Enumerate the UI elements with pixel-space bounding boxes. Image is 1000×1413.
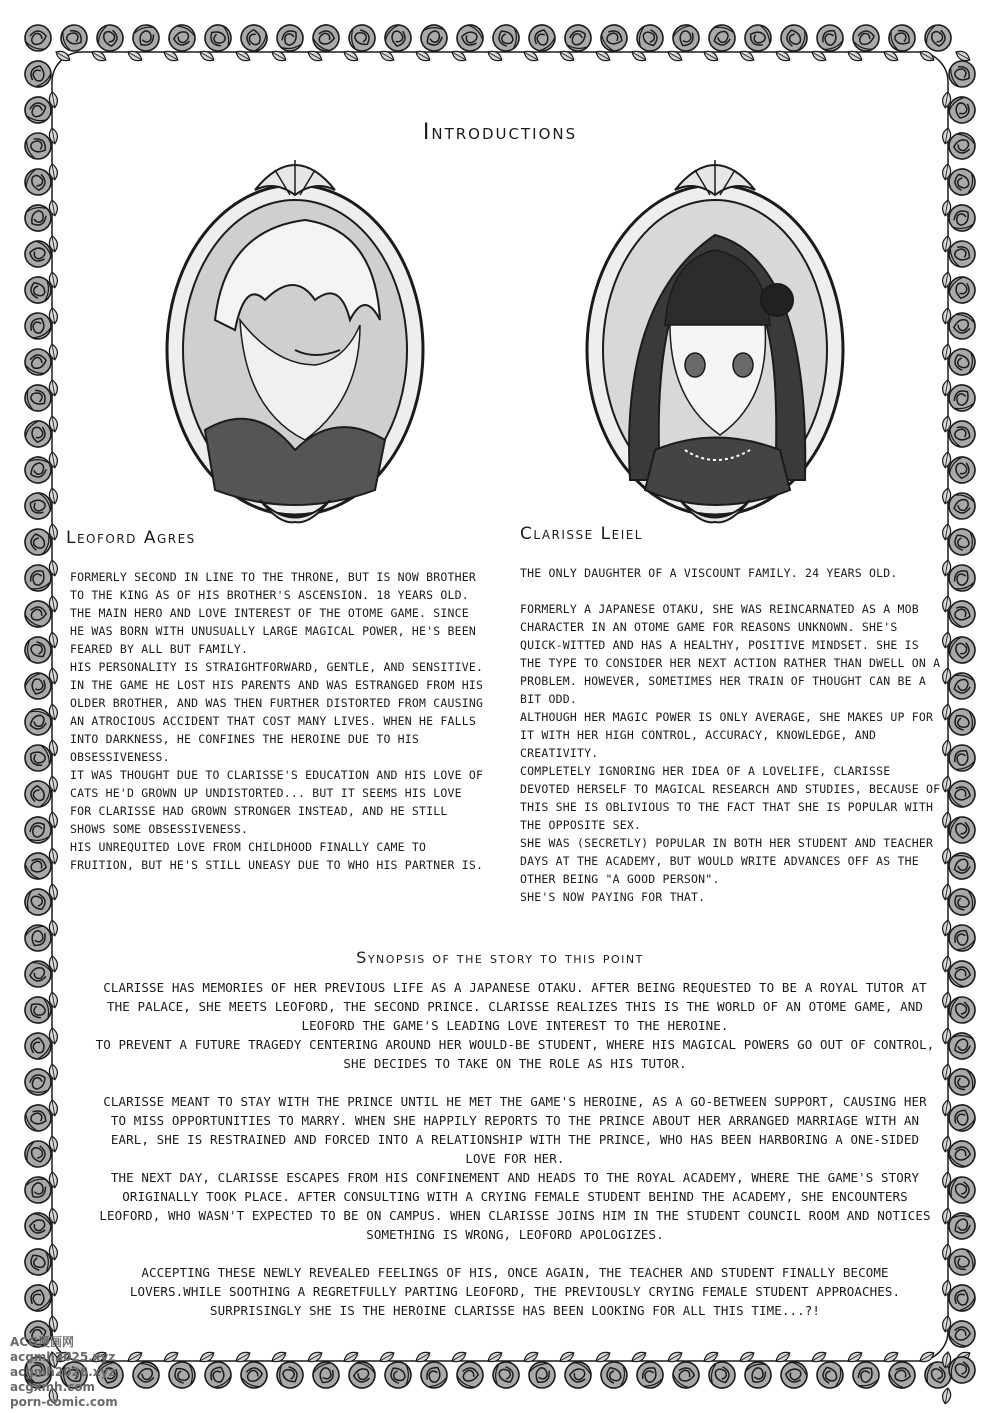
rose-icon: [670, 1359, 703, 1392]
bio-paragraph: HIS UNREQUITED LOVE FROM CHILDHOOD FINALLY CAME TO FRUITION, BUT HE'S STILL UNEASY DUE TO WHO HIS PARTNER IS.: [70, 840, 484, 872]
rose-icon: [240, 1361, 269, 1390]
rose-icon: [24, 528, 51, 555]
rose-icon: [200, 20, 236, 56]
synopsis-text: [95, 978, 935, 1320]
paragraph-gap: [95, 1073, 935, 1092]
rose-icon: [347, 1360, 377, 1390]
rose-icon: [947, 167, 977, 197]
leaf-icon: [941, 1387, 952, 1404]
rose-icon: [668, 20, 704, 56]
paragraph-gap: [95, 1244, 935, 1263]
bio-paragraph: SHE'S NOW PAYING FOR THAT.: [520, 890, 706, 904]
leoford-portrait: [145, 150, 445, 530]
rose-icon: [524, 20, 559, 55]
bio-paragraph: HIS PERSONALITY IS STRAIGHTFORWARD, GENTLE, AND SENSITIVE. IN THE GAME HE LOST HIS PARENTS AND WAS ESTRANGED FROM HIS OLDER BROTHER, AND WAS THEN FURTHER DISTORTED FROM CAUSING AN ATROCIOUS ACCIDENT THAT COST MANY LIVES. WHEN HE FALLS INTO DARKNESS, HE CONFINES THE HEROINE DUE TO HIS OBSESSIVENESS.: [70, 660, 484, 764]
rose-icon: [635, 23, 665, 53]
rose-icon: [25, 25, 51, 51]
watermark-line: porn-comic.com: [10, 1395, 118, 1409]
rose-icon: [562, 1359, 594, 1391]
rose-icon: [944, 56, 981, 93]
bio-paragraph: ALTHOUGH HER MAGIC POWER IS ONLY AVERAGE, SHE MAKES UP FOR IT WITH HER HIGH CONTROL, ACCURACY, KNOWLEDGE, AND CREATIVITY.: [520, 710, 934, 760]
rose-icon: [707, 1360, 737, 1390]
rose-icon: [96, 24, 124, 52]
rose-icon: [25, 1141, 52, 1168]
rose-icon: [308, 1357, 344, 1393]
site-watermark: [10, 1335, 170, 1410]
watermark-line: acgmh2025.xyz: [10, 1350, 116, 1364]
rose-icon: [273, 1358, 307, 1392]
rose-icon: [780, 24, 807, 51]
rose-icon: [128, 20, 165, 57]
bio-paragraph: COMPLETELY IGNORING HER IDEA OF A LOVELIFE, CLARISSE DEVOTED HERSELF TO MAGICAL RESEARCH AND STUDIES, BECAUSE OF THIS SHE IS OBLIVIOUS TO THE FACT THAT SHE IS POPULAR WITH THE OPPOSITE SEX.: [520, 764, 941, 832]
rose-icon: [947, 1319, 977, 1349]
leoford-name: Leoford Agres: [66, 528, 196, 548]
rose-icon: [239, 23, 270, 54]
rose-icon: [948, 1176, 975, 1203]
rose-icon: [948, 672, 977, 701]
rose-icon: [948, 816, 977, 845]
rose-icon: [381, 1358, 414, 1391]
watermark-line: ACG漫画网: [10, 1335, 74, 1349]
watermark-line: acgxmh.com: [10, 1380, 96, 1394]
rose-icon: [200, 1357, 236, 1393]
rose-icon: [417, 21, 451, 55]
synopsis-paragraph: TO PREVENT A FUTURE TRAGEDY CENTERING AROUND HER WOULD-BE STUDENT, WHERE HIS MAGICAL POWERS GO OUT OF CONTROL, SHE DECIDES TO TAKE ON THE ROLE AS HIS TUTOR.: [95, 1037, 935, 1071]
rose-icon: [23, 707, 52, 736]
rose-icon: [381, 21, 414, 54]
bio-paragraph: FORMERLY A JAPANESE OTAKU, SHE WAS REINCARNATED AS A MOB CHARACTER IN AN OTOME GAME FOR REASONS UNKNOWN. SHE'S QUICK-WITTED AND HAS A HEALTHY, POSITIVE MINDSET. SHE IS THE TYPE TO CONSIDER HER NEXT ACTION RATHER THAN DWELL ON A PROBLEM. HOWEVER, SOMETIMES HER TRAIN OF THOUGHT CAN BE A BIT ODD.: [520, 602, 941, 706]
synopsis-title: Synopsis of the story to this point: [356, 948, 644, 967]
bio-paragraph: FORMERLY SECOND IN LINE TO THE THRONE, BUT IS NOW BROTHER TO THE KING AS OF HIS BROTHER'S ASCENSION. 18 YEARS OLD.: [70, 570, 477, 602]
rose-icon: [24, 168, 53, 197]
rose-icon: [490, 1359, 522, 1391]
rose-icon: [815, 1360, 844, 1389]
rose-icon: [885, 1358, 919, 1392]
leoford-bio: [70, 568, 490, 874]
rose-icon: [25, 349, 52, 376]
synopsis-paragraph: THE NEXT DAY, CLARISSE ESCAPES FROM HIS CONFINEMENT AND HEADS TO THE ROYAL ACADEMY, WHERE THE GAME'S STORY ORIGINALLY TOOK PLACE. AFTER CONSULTING WITH A CRYING FEMALE STUDENT BEHIND THE ACADEMY, SHE ENCOUNTERS LEOFORD, WHO WASN'T EXPECTED TO BE ON CAMPUS. WHEN CLARISSE JOINS HIM IN THE STUDENT COUNCIL ROOM AND NOTICES SOMETHING IS WRONG, LEOFORD APOLOGIZES.: [99, 1170, 931, 1242]
bio-paragraph: THE ONLY DAUGHTER OF A VISCOUNT FAMILY. 24 YEARS OLD.: [520, 566, 898, 580]
rose-icon: [708, 24, 737, 53]
rose-icon: [453, 21, 487, 55]
rose-icon: [310, 22, 342, 54]
rose-icon: [562, 22, 594, 54]
synopsis-paragraph: CLARISSE HAS MEMORIES OF HER PREVIOUS LIFE AS A JAPANESE OTAKU. AFTER BEING REQUESTED TO BE A ROYAL TUTOR AT THE PALACE, SHE MEETS LEOFORD, THE SECOND PRINCE. CLARISSE REALIZES THIS IS THE WORLD OF AN OTOME GAME, AND LEOFORD THE GAME'S LEADING LOVE INTEREST TO THE HEROINE.: [103, 980, 927, 1033]
bio-paragraph: IT WAS THOUGHT DUE TO CLARISSE'S EDUCATION AND HIS LOVE OF CATS HE'D GROWN UP UNDISTORTED... BUT IT SEEMS HIS LOVE FOR CLARISSE HAD GROWN STRONGER INSTEAD, AND HE STILL SHOWS SOME OBSESSIVENESS.: [70, 768, 484, 836]
rose-icon: [924, 24, 952, 52]
rose-icon: [947, 1355, 976, 1384]
watermark-line: acgmh2026.xyz: [10, 1365, 116, 1379]
rose-icon: [598, 1359, 630, 1391]
synopsis-paragraph: CLARISSE MEANT TO STAY WITH THE PRINCE UNTIL HE MET THE GAME'S HEROINE, AS A GO-BETWEEN SUPPORT, CAUSING HER TO MISS OPPORTUNITIES TO MARRY. WHEN SHE HAPPILY REPORTS TO THE PRINCE ABOUT HER ARRANGED MARRIAGE WITH AN EARL, SHE IS RESTRAINED AND FORCED INTO A RELATIONSHIP WITH THE PRINCE, WHO HAS BEEN HARBORING A ONE-SIDED LOVE FOR HER.: [103, 1094, 927, 1166]
rose-icon: [167, 23, 196, 52]
clarisse-portrait: [565, 150, 865, 530]
rose-icon: [949, 493, 976, 520]
clarisse-name: Clarisse Leiel: [520, 524, 643, 544]
rose-icon: [23, 779, 52, 808]
rose-icon: [345, 21, 380, 56]
rose-icon: [777, 1358, 811, 1392]
rose-icon: [272, 20, 308, 56]
rose-icon: [948, 312, 975, 339]
rose-icon: [455, 1360, 486, 1391]
page-title: Introductions: [422, 120, 578, 145]
paragraph-gap: [520, 582, 945, 600]
rose-icon: [848, 1357, 884, 1393]
rose-icon: [489, 21, 522, 54]
rose-icon: [949, 997, 976, 1024]
rose-icon: [20, 56, 55, 91]
rose-icon: [596, 20, 632, 56]
synopsis-paragraph: ACCEPTING THESE NEWLY REVEALED FEELINGS OF HIS, ONCE AGAIN, THE TEACHER AND STUDENT FINALLY BECOME LOVERS.WHILE SOOTHING A REGRETFULLY PARTING LEOFORD, THE PREVIOUSLY CRYING FEMALE STUDENT APPROACHES. SURPRISINGLY SHE IS THE HEROINE CLARISSE HAS BEEN LOOKING FOR ALL THIS TIME...?!: [129, 1265, 901, 1318]
clarisse-bio: [520, 564, 945, 906]
bio-paragraph: THE MAIN HERO AND LOVE INTEREST OF THE OTOME GAME. SINCE HE WAS BORN WITH UNUSUALLY LARGE MAGICAL POWER, HE'S BEEN FEARED BY ALL BUT FAMILY.: [70, 606, 477, 656]
rose-icon: [853, 25, 879, 51]
bio-paragraph: SHE WAS (SECRETLY) POPULAR IN BOTH HER STUDENT AND TEACHER DAYS AT THE ACADEMY, BUT WOULD WRITE ADVANCES OFF AS THE OTHER BEING "A GOOD PERSON".: [520, 836, 934, 886]
